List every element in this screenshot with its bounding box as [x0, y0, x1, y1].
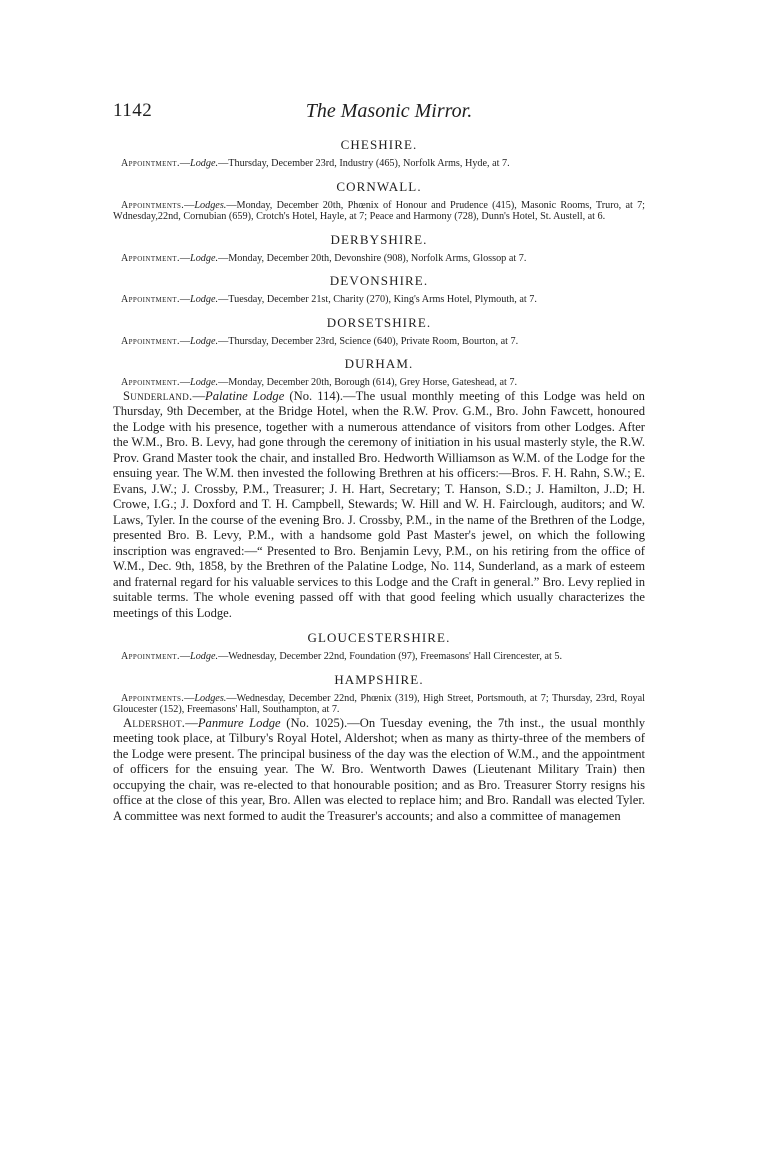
notice-text: —Monday, December 20th, Devonshire (908), Norfolk Arms, Glossop at 7.: [218, 252, 527, 264]
page-number: 1142: [113, 100, 153, 121]
appointment-notice: Appointment.—Lodge.—Thursday, December 23rd, Science (640), Private Room, Bourton, at 7.: [121, 335, 519, 347]
county-heading: GLOUCESTERSHIRE.: [307, 630, 451, 645]
report-text: (No. 114).—The usual monthly meeting of this Lodge was held on Thursday, 9th December, at the Bridge Hotel, when the R.W. Prov. G.M., Bro. John Fawcett, honoured the Lodge with his presence, together with a numerous attendance of visitors from other Lodges. After the W.M., Bro. B. Levy, had gone through the ceremony of initiation in his usual masterly style, the R.W. Prov. Grand Master took the chair, and installed Bro. Hedworth Williamson as W.M. of the Lodge for the ensuing year. The W.M. then invested the following Brethren at his officers:—Bros. F. H. Rahn, S.W.; E. Evans, J.W.; J. Crossby, P.M., Treasurer; J. H. Hart, Secretary; T. Hanson, S.D.; J. Hamilton, J..D; H. Crowe, I.G.; J. Doxford and T. H. Campbell, Stewards; W. Hill and W. H. Fairclough, auditors; and W. Laws, Tyler. In the course of the evening Bro. J. Crossby, P.M., in the name of the Brethren of the Lodge, presented Bro. B. Levy, P.M., with a handsome gold Past Master's jewel, on which the following inscription was engraved:—“ Presented to Bro. Benjamin Levy, P.M., on his retiring from the office of W.M., Dec. 9th, 1858, by the Brethren of the Palatine Lodge, No. 114, Sunderland, as a mark of esteem and fraternal regard for his valuable services to this Lodge and the Craft in general.” Bro. Levy replied in suitable terms. The whole evening passed off with that good feeling which usually characterizes the meetings of this Lodge.: [113, 388, 645, 620]
notice-kind: Lodge.: [190, 294, 219, 305]
appointment-notice: Appointments.—Lodges.—Monday, December 20th, Phœnix of Honour and Prudence (415), Masonic Rooms, Truro, at 7; Wdnesday,22nd, Cornubian (659), Crotch's Hotel, Hayle, at 7; Peace and Harmony (728), Dunn's Hotel, St. Austell, at 6.: [113, 199, 645, 222]
notice-kind: Lodge.: [190, 158, 219, 169]
report-place: Aldershot.: [123, 715, 186, 730]
notice-text: —Thursday, December 23rd, Industry (465), Norfolk Arms, Hyde, at 7.: [218, 158, 510, 169]
notice-text: —Monday, December 20th, Borough (614), Grey Horse, Gateshead, at 7.: [218, 377, 518, 388]
lodge-report: Aldershot.—Panmure Lodge (No. 1025).—On Tuesday evening, the 7th inst., the usual monthly meeting took place, at Tilbury's Royal Hotel, Aldershot; when as many as thirty-three of the members of the Lodge were present. The principal business of the day was the election of W.M., and the appointment of officers for the ensuing year. The W. Bro. Wentworth Dawes (Lieutenant Military Train) then occupying the chair, was re-elected to that honourable position; and as Bro. Treasurer Storry resigns his office at the close of this year, Bro. Allen was elected to replace him; and Bro. Randall was elected Tyler. A committee was next formed to audit the Treasurer's accounts; and also a committee of managemen: [113, 715, 645, 823]
county-section-derbyshire: [113, 232, 645, 265]
page-content: [113, 137, 645, 833]
county-heading: HAMPSHIRE.: [334, 671, 424, 687]
report-lodge-name: Panmure Lodge: [197, 715, 281, 730]
notice-kind: Lodges.: [194, 692, 227, 704]
notice-text: —Tuesday, December 21st, Charity (270), King's Arms Hotel, Plymouth, at 7.: [218, 294, 537, 305]
appointment-notice: Appointment.—Lodge.—Monday, December 20th, Devonshire (908), Norfolk Arms, Glossop at 7.: [121, 252, 527, 264]
notice-label: Appointment.: [121, 335, 180, 347]
notice-label: Appointment.: [121, 158, 180, 169]
appointment-notice: Appointment.—Lodge.—Thursday, December 23rd, Industry (465), Norfolk Arms, Hyde, at 7.: [121, 158, 510, 169]
county-heading: CORNWALL.: [336, 178, 422, 194]
report-place: Sunderland.: [123, 388, 193, 403]
county-heading: DEVONSHIRE.: [329, 273, 429, 288]
county-section-cheshire: [113, 137, 645, 170]
notice-text: —Monday, December 20th, Phœnix of Honour and Prudence (415), Masonic Rooms, Truro, at 7; Wdnesday,22nd, Cornubian (659), Crotch's Hotel, Hayle, at 7; Peace and Harmony (728), Dunn's Hotel, St. Austell, at 6.: [113, 199, 645, 222]
county-section-hampshire: [113, 672, 645, 825]
county-section-dorsetshire: [113, 315, 645, 348]
county-heading: DURHAM.: [344, 356, 414, 371]
notice-kind: Lodge.: [190, 252, 219, 264]
appointment-notice: Appointments.—Lodges.—Wednesday, December 22nd, Phœnix (319), High Street, Portsmouth, at 7; Thursday, 23rd, Royal Gloucester (152), Freemasons' Hall, Southampton, at 7.: [113, 692, 645, 715]
running-title: The Masonic Mirror.: [305, 100, 473, 122]
notice-kind: Lodges.: [194, 199, 227, 211]
notice-text: —Thursday, December 23rd, Science (640), Private Room, Bourton, at 7.: [218, 335, 519, 347]
page-header: [113, 100, 645, 130]
notice-text: —Wednesday, December 22nd, Phœnix (319), High Street, Portsmouth, at 7; Thursday, 23rd, Royal Gloucester (152), Freemasons' Hall, Southampton, at 7.: [113, 692, 645, 715]
appointment-notice: Appointment.—Lodge.—Tuesday, December 21st, Charity (270), King's Arms Hotel, Plymouth, at 7.: [121, 294, 537, 305]
notice-kind: Lodge.: [190, 377, 219, 388]
county-heading: DERBYSHIRE.: [330, 231, 428, 247]
county-heading: DORSETSHIRE.: [326, 314, 432, 330]
county-section-devonshire: [113, 273, 645, 306]
notice-text: —Wednesday, December 22nd, Foundation (97), Freemasons' Hall Cirencester, at 5.: [218, 651, 563, 662]
notice-label: Appointment.: [121, 377, 180, 388]
county-section-durham: [113, 356, 645, 621]
notice-label: Appointment.: [121, 294, 180, 305]
county-section-cornwall: [113, 179, 645, 223]
notice-kind: Lodge.: [190, 651, 219, 662]
county-heading: CHESHIRE.: [340, 137, 418, 152]
report-lodge-name: Palatine Lodge: [205, 388, 285, 403]
lodge-report: Sunderland.—Palatine Lodge (No. 114).—The usual monthly meeting of this Lodge was held on Thursday, 9th December, at the Bridge Hotel, when the R.W. Prov. G.M., Bro. John Fawcett, honoured the Lodge with his presence, together with a numerous attendance of visitors from other Lodges. After the W.M., Bro. B. Levy, had gone through the ceremony of initiation in his usual masterly style, the R.W. Prov. Grand Master took the chair, and installed Bro. Hedworth Williamson as W.M. of the Lodge for the ensuing year. The W.M. then invested the following Brethren at his officers:—Bros. F. H. Rahn, S.W.; E. Evans, J.W.; J. Crossby, P.M., Treasurer; J. H. Hart, Secretary; T. Hanson, S.D.; J. Hamilton, J..D; H. Crowe, I.G.; J. Doxford and T. H. Campbell, Stewards; W. Hill and W. H. Fairclough, auditors; and W. Laws, Tyler. In the course of the evening Bro. J. Crossby, P.M., in the name of the Brethren of the Lodge, presented Bro. B. Levy, P.M., with a handsome gold Past Master's jewel, on which the following inscription was engraved:—“ Presented to Bro. Benjamin Levy, P.M., on his retiring from the office of W.M., Dec. 9th, 1858, by the Brethren of the Palatine Lodge, No. 114, Sunderland, as a mark of esteem and fraternal regard for his valuable services to this Lodge and the Craft in general.” Bro. Levy replied in suitable terms. The whole evening passed off with that good feeling which usually characterizes the meetings of this Lodge.: [113, 388, 645, 620]
notice-label: Appointments.: [121, 199, 185, 211]
appointment-notice: Appointment.—Lodge.—Monday, December 20th, Borough (614), Grey Horse, Gateshead, at 7.: [121, 377, 518, 388]
notice-kind: Lodge.: [190, 335, 219, 347]
notice-label: Appointment.: [121, 252, 180, 264]
notice-label: Appointments.: [121, 692, 185, 704]
county-section-gloucestershire: [113, 630, 645, 663]
report-text: (No. 1025).—On Tuesday evening, the 7th inst., the usual monthly meeting took place, at Tilbury's Royal Hotel, Aldershot; when as many as thirty-three of the members of the Lodge were present. The principal business of the day was the election of W.M., and the appointment of officers for the ensuing year. The W. Bro. Wentworth Dawes (Lieutenant Military Train) then occupying the chair, was re-elected to that honourable position; and as Bro. Treasurer Storry resigns his office at the close of this year, Bro. Allen was elected to replace him; and Bro. Randall was elected Tyler. A committee was next formed to audit the Treasurer's accounts; and also a committee of managemen: [113, 715, 645, 823]
notice-label: Appointment.: [121, 651, 180, 662]
appointment-notice: Appointment.—Lodge.—Wednesday, December 22nd, Foundation (97), Freemasons' Hall Cirencester, at 5.: [121, 651, 563, 662]
